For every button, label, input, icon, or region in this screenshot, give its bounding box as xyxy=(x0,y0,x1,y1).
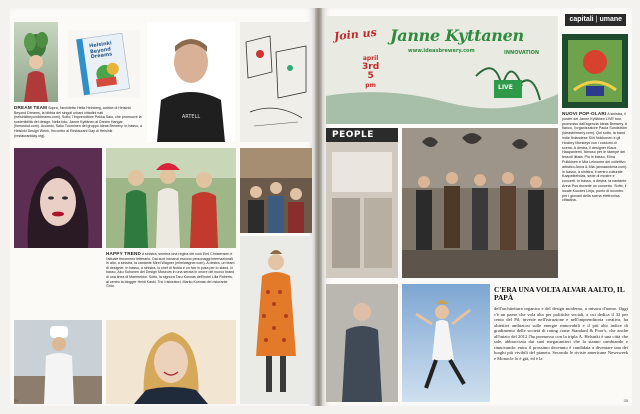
poster-date xyxy=(362,54,379,90)
photo-band xyxy=(402,128,558,278)
poster-url: www.ideasbrewery.com xyxy=(408,48,475,54)
photo-event-poster xyxy=(326,16,558,124)
section-name: capitali xyxy=(569,16,594,23)
photo-people-workshop xyxy=(326,128,398,278)
book-title: Helsinki Beyond Dreams xyxy=(88,40,113,61)
caption-nuovi-pop-kicker: NUOVI POP-OLARI xyxy=(562,112,607,116)
photo-book-cover xyxy=(68,30,140,98)
photo-chef xyxy=(14,320,102,404)
photo-costume-group xyxy=(106,148,236,248)
poster-live: LIVE xyxy=(498,84,513,91)
photo-sketch-drawing xyxy=(240,22,312,142)
caption-nuovi-pop xyxy=(562,112,628,270)
poster-date-line-4: pm xyxy=(365,82,376,89)
section-separator: | xyxy=(595,16,598,23)
photo-smiling-woman xyxy=(106,320,236,404)
caption-happy-trend xyxy=(106,252,236,316)
section-topic: umane xyxy=(599,16,622,23)
poster-tag: INNOVATION xyxy=(504,50,540,56)
caption-happy-trend-kicker: HAPPY TREND xyxy=(106,252,142,256)
photo-crowd-interior xyxy=(240,148,312,233)
photo-woman-patterned-dress xyxy=(240,236,312,404)
svg-text:ARTELL: ARTELL xyxy=(181,114,201,120)
photo-woman-with-plant xyxy=(14,22,58,102)
poster-name: Janne Kyttanen xyxy=(390,26,524,45)
photo-designer-grey xyxy=(326,284,398,402)
folio-left: 34 xyxy=(14,398,19,403)
gutter xyxy=(315,8,322,406)
poster-handwritten: Join us xyxy=(333,25,378,44)
poster-date-line-1: april xyxy=(362,55,379,62)
folio-right: 35 xyxy=(623,398,628,403)
photo-man-portrait xyxy=(147,22,235,142)
poster-date-line-2: 3rd xyxy=(362,62,380,72)
caption-dream-team-text: Sopra, l'architetto Hella Heinberg, autrice di Helsinki Beyond Dreams, la bibbia dei singoli urbani cittadini nati (helsinkibeyonddreams.com). Sotto, l'imprenditore Pekka Salo, che promuove la sostenibilità del design. Nella foto, Janne Kyttänen al Dream Hangar (fomustud.com). Accanto, Saku Tuominen del gruppo Ideas Brewery. In basso, a Helsinki Design Week, l'incontro al Restaurant Day di Helsinki (restaurantday.org). xyxy=(14,106,142,138)
photo-jumping-singer xyxy=(402,284,490,402)
photo-woman-red-lips xyxy=(14,148,102,248)
section-tag xyxy=(565,14,626,26)
article-headline: C'ERA UNA VOLTA ALVAR AALTO, IL PAPÀ xyxy=(494,285,625,303)
people-sign: PEOPLE xyxy=(332,130,374,140)
photo-framed-artwork xyxy=(562,34,628,108)
article-body: dell'architettura organica e del design moderno, a misura d'uomo. Oggi c'è un paese che vola alto per politiche sociali, a cui dedica il 32 per cento del Pil, investe nell'istruzione e nell'imprenditoria creativa, ha obiettivi ambiziosi sulle energie rinnovabili e il più alto indice di gradimento delle società di rating come Standard & Poor's, che anche all'inizio del 2012 l'ha promosso con la tripla A. Helsinki è una città che sale, abbracciata dai suoi megacantieri che la stanno cambiando e rinnovando: entro il prossimo decennio è candidata a diventare una dei luoghi più vivibili del pianeta. Secondo le riviste americane Newsweek e Monocle lo è già, ed è la xyxy=(494,306,628,361)
caption-nuovi-pop-text: A sinistra, il poster del Janne Kyttänen LIVE tour, promosso dall'agenzia Ideas Brewery. A fianco, l'organizzatore Paula Sundström (ideasbrewery.com). Qui sotto, la band indie finlandese Siiri Nokkonen e gli Hockey Monkeys con i costumi di scena. A destra, il designer Klaus Haapaniemi, famoso per le stampe dei tessuti Iittala. Più in basso, Elina Pulkkinen e Mia Leinonen del collettivo artistico Anna & Mia (annaandmia.com). In basso, a sinistra, il centro culturale Kaapelitehdas, sede di mostre e concerti. In basso, a destra, la cantante Anna Puu durante un concerto. Sotto, il locale Kuudes Linja, punto di incontro per i giovani della scena elettronica cittadina. xyxy=(562,112,628,203)
caption-dream-team-kicker: DREAM TEAM xyxy=(14,106,48,110)
poster-date-line-3: 5 xyxy=(367,71,374,81)
caption-dream-team xyxy=(14,106,142,146)
caption-happy-trend-text: A sinistra, sembra una regina del rock Emi Christensen è l'attuale fenomeno letterario. Dai suoi romanzi escono personaggi internazionali. In alto, a sinistra, la cantante Mirel Wagner (mirelwagner.com). A destra, un team di designer. In basso, a sinistra, lo chef di Nokia e un fan in posa per lo stand. In basso, Aku Suhonen del Design Museum in una serata in onore del nuovo brand di una linea di Marimekko. Sotto, la signora Taru Kunnas dell'hotel Lilla Roberts, al centro la blogger Heidi Kaski. Tra i ristoratori, Marko Kunnas del ristorante Grön. xyxy=(106,252,235,289)
left-page xyxy=(10,8,315,406)
right-page xyxy=(322,8,632,406)
